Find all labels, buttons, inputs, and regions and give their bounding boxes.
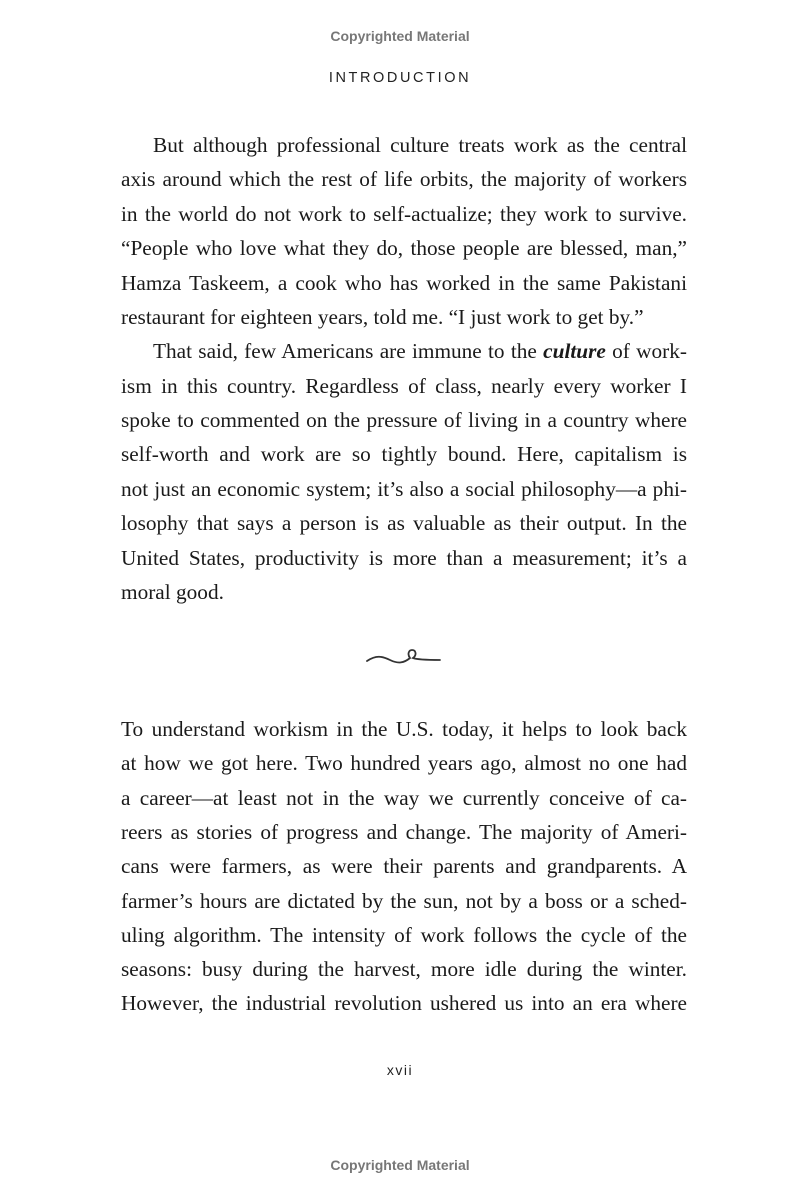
text-line: self-worth and work are so tightly bound. Here, capitalism is (121, 442, 687, 466)
text-run: That said, few Americans are immune to the (153, 339, 537, 363)
text-line: But although professional culture treats work as the central (153, 133, 687, 157)
text-line: restaurant for eighteen years, told me. “I just work to get by.” (121, 305, 644, 329)
text-line: moral good. (121, 580, 224, 604)
text-line: To understand workism in the U.S. today, it helps to look back (121, 717, 687, 741)
text-line: However, the industrial revolution ushered us into an era where (121, 991, 687, 1015)
text-line: reers as stories of progress and change. The majority of Ameri- (121, 820, 687, 844)
text-line: in the world do not work to self-actualize; they work to survive. (121, 202, 687, 226)
text-line: not just an economic system; it’s also a social philosophy—a phi- (121, 477, 687, 501)
text-line: at how we got here. Two hundred years ago, almost no one had (121, 751, 687, 775)
text-run: of work- (612, 339, 687, 363)
emphasis-culture: culture (543, 339, 606, 363)
text-line: United States, productivity is more than a measurement; it’s a (121, 546, 687, 570)
text-line: cans were farmers, as were their parents and grandparents. A (121, 854, 687, 878)
text-line: Hamza Taskeem, a cook who has worked in the same Pakistani (121, 271, 687, 295)
text-line: a career—at least not in the way we currently conceive of ca- (121, 786, 687, 810)
page-number: xvii (386, 1062, 414, 1078)
text-line: losophy that says a person is as valuable as their output. In the (121, 511, 687, 535)
text-line: spoke to commented on the pressure of living in a country where (121, 408, 687, 432)
text-line: ism in this country. Regardless of class, nearly every worker I (121, 374, 687, 398)
text-line: seasons: busy during the harvest, more idle during the winter. (121, 957, 687, 981)
copyright-watermark-top: Copyrighted Material (330, 28, 470, 44)
text-line (153, 336, 687, 366)
text-line: farmer’s hours are dictated by the sun, not by a boss or a sched- (121, 889, 687, 913)
running-head: INTRODUCTION (328, 70, 472, 86)
section-break-ornament-icon (360, 645, 444, 669)
text-line: “People who love what they do, those people are blessed, man,” (121, 236, 687, 260)
copyright-watermark-bottom: Copyrighted Material (330, 1157, 470, 1173)
text-line: uling algorithm. The intensity of work follows the cycle of the (121, 923, 687, 947)
text-line: axis around which the rest of life orbits, the majority of workers (121, 167, 687, 191)
